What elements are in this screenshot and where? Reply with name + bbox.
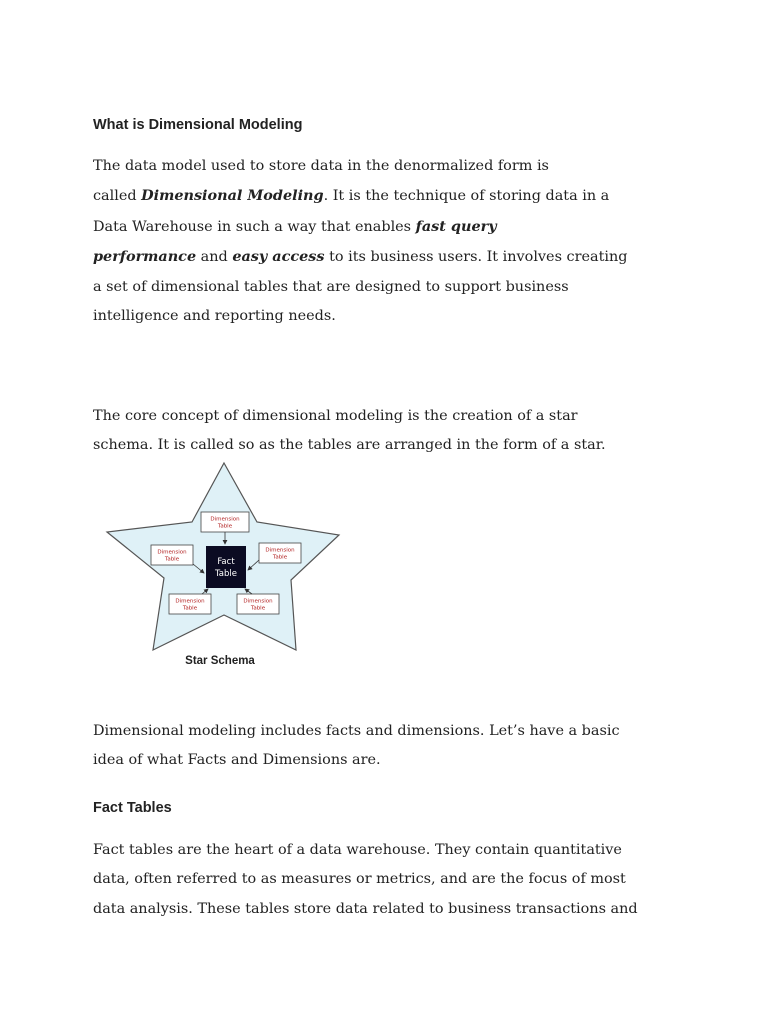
paragraph-facts-dimensions bbox=[93, 717, 683, 776]
text-line: Fact tables are the heart of a data warehouse. They contain quantitative bbox=[93, 842, 622, 858]
text-span: to its business users. It involves creating bbox=[324, 249, 628, 266]
text-line: idea of what Facts and Dimensions are. bbox=[93, 752, 381, 769]
paragraph-star-schema-intro bbox=[93, 402, 683, 461]
dimension-table-top bbox=[201, 512, 249, 532]
text-line: intelligence and reporting needs. bbox=[93, 308, 336, 325]
text-span: called bbox=[93, 188, 142, 205]
text-line bbox=[93, 181, 683, 211]
emphasis-easy-access: easy access bbox=[232, 248, 325, 266]
dimension-table-bottom-right bbox=[237, 594, 279, 614]
text-line: schema. It is called so as the tables are arranged in the form of a star. bbox=[93, 437, 606, 454]
section-heading-dimensional-modeling: What is Dimensional Modeling bbox=[93, 117, 303, 133]
svg-text:Dimension: Dimension bbox=[243, 598, 273, 605]
paragraph-definition bbox=[93, 152, 683, 331]
fact-table-label: Table bbox=[215, 569, 237, 579]
svg-text:Table: Table bbox=[182, 605, 198, 612]
svg-text:Dimension: Dimension bbox=[175, 598, 205, 605]
dimension-table-left bbox=[151, 545, 193, 565]
text-line: Dimensional modeling includes facts and dimensions. Let’s have a basic bbox=[93, 723, 620, 739]
text-line: a set of dimensional tables that are designed to support business bbox=[93, 278, 569, 295]
svg-text:Dimension: Dimension bbox=[265, 547, 295, 554]
svg-text:Table: Table bbox=[164, 556, 180, 563]
diagram-caption: Star Schema bbox=[185, 655, 255, 667]
text-line: The core concept of dimensional modeling is the creation of a star bbox=[93, 408, 578, 424]
text-span: Data Warehouse in such a way that enables bbox=[93, 218, 416, 235]
section-heading-fact-tables: Fact Tables bbox=[93, 800, 172, 816]
fact-table-box bbox=[206, 546, 246, 588]
fact-table-label: Fact bbox=[217, 557, 235, 567]
text-line bbox=[93, 242, 683, 272]
emphasis-fast-query: fast query bbox=[415, 217, 497, 235]
dimension-table-bottom-left bbox=[169, 594, 211, 614]
emphasis-dimensional-modeling: Dimensional Modeling bbox=[141, 187, 324, 205]
svg-text:Table: Table bbox=[272, 554, 288, 561]
text-line: data analysis. These tables store data related to business transactions and bbox=[93, 900, 638, 917]
text-line bbox=[93, 212, 683, 242]
text-span: . It is the technique of storing data in a bbox=[323, 188, 610, 205]
emphasis-performance: performance bbox=[93, 248, 197, 266]
svg-text:Table: Table bbox=[217, 523, 233, 530]
text-line: data, often referred to as measures or metrics, and are the focus of most bbox=[93, 871, 626, 888]
svg-text:Dimension: Dimension bbox=[157, 549, 187, 556]
paragraph-fact-tables bbox=[93, 836, 683, 924]
text-line: The data model used to store data in the denormalized form is bbox=[93, 158, 549, 174]
star-schema-diagram bbox=[104, 460, 344, 672]
dimension-table-right bbox=[259, 543, 301, 563]
svg-text:Dimension: Dimension bbox=[210, 516, 240, 523]
text-span: and bbox=[196, 249, 233, 266]
svg-text:Table: Table bbox=[250, 605, 266, 612]
